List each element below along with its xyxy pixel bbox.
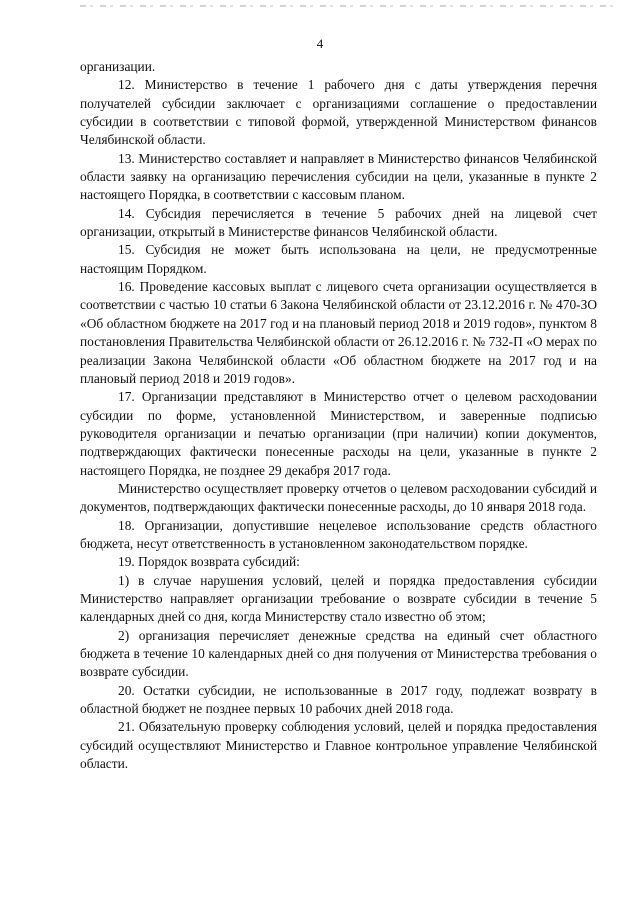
paragraph-p13: 13. Министерство составляет и направляет в Министерство финансов Челябинской области заявку на организацию перечисления субсидии на цели, указанные в пункте 2 настоящего Порядка, в соответствии с кассовым планом. — [80, 150, 597, 203]
paragraph-p19: 19. Порядок возврата субсидий: — [118, 554, 300, 570]
paragraph-p19_1: 1) в случае нарушения условий, целей и порядка предоставления субсидии Министерство направляет организации требование о возврате субсидии в течение 5 календарных дней со дня, когда Министерству стало известно об этом; — [80, 572, 597, 625]
paragraph-p18: 18. Организации, допустившие нецелевое использование средств областного бюджета, несут ответственность в установленном законодательством порядке. — [80, 517, 597, 551]
paragraph-p20: 20. Остатки субсидии, не использованные в 2017 году, подлежат возврату в областной бюджет не позднее первых 10 рабочих дней 2018 года. — [80, 682, 597, 717]
scan-artifact — [80, 5, 620, 7]
paragraph-p21: 21. Обязательную проверку соблюдения условий, целей и порядка предоставления субсидий осуществляют Министерство и Главное контрольное управление Челябинской области. — [80, 719, 597, 772]
paragraph-p0: организации. — [80, 59, 156, 74]
paragraph-p12: 12. Министерство в течение 1 рабочего дня с даты утверждения перечня получателей субсидии заключает с организациями соглашение о предоставлении субсидии в соответствии с типовой формой, утвержденной Министерством финансов Челябинской области. — [80, 77, 597, 148]
document-body — [80, 58, 597, 773]
paragraph-p15: 15. Субсидия не может быть использована на цели, не предусмотренные настоящим Порядком. — [80, 242, 597, 276]
paragraph-p19_2: 2) организация перечисляет денежные средства на единый счет областного бюджета в течение 10 календарных дней со дня получения от Министерства требования о возврате субсидии. — [80, 627, 597, 680]
paragraph-p17: 17. Организации представляют в Министерство отчет о целевом расходовании субсидии по форме, установленной Министерством, и заверенные подписью руководителя организации и печатью организации (при наличии) копии документов, подтверждающих фактически понесенные расходы на цели, указанные в пункте 2 настоящего Порядка, не позднее 29 декабря 2017 года. — [80, 389, 597, 478]
page-number: 4 — [316, 36, 324, 51]
paragraph-p14: 14. Субсидия перечисляется в течение 5 рабочих дней на лицевой счет организации, открытый в Министерстве финансов Челябинской области. — [80, 205, 597, 240]
paragraph-p16: 16. Проведение кассовых выплат с лицевого счета организации осуществляется в соответствии с частью 10 статьи 6 Закона Челябинской области от 23.12.2016 г. № 470-ЗО «Об областном бюджете на 2017 год и на плановый период 2018 и 2019 годов», пунктом 8 постановления Правительства Челябинской области от 26.12.2016 г. № 732-П «О мерах по реализации Закона Челябинской области «Об областном бюджете на 2017 год и на плановый период 2018 и 2019 годов». — [80, 279, 597, 386]
paragraph-p17b: Министерство осуществляет проверку отчетов о целевом расходовании субсидий и документов, подтверждающих фактически понесенные расходы, до 10 января 2018 года. — [80, 480, 597, 515]
